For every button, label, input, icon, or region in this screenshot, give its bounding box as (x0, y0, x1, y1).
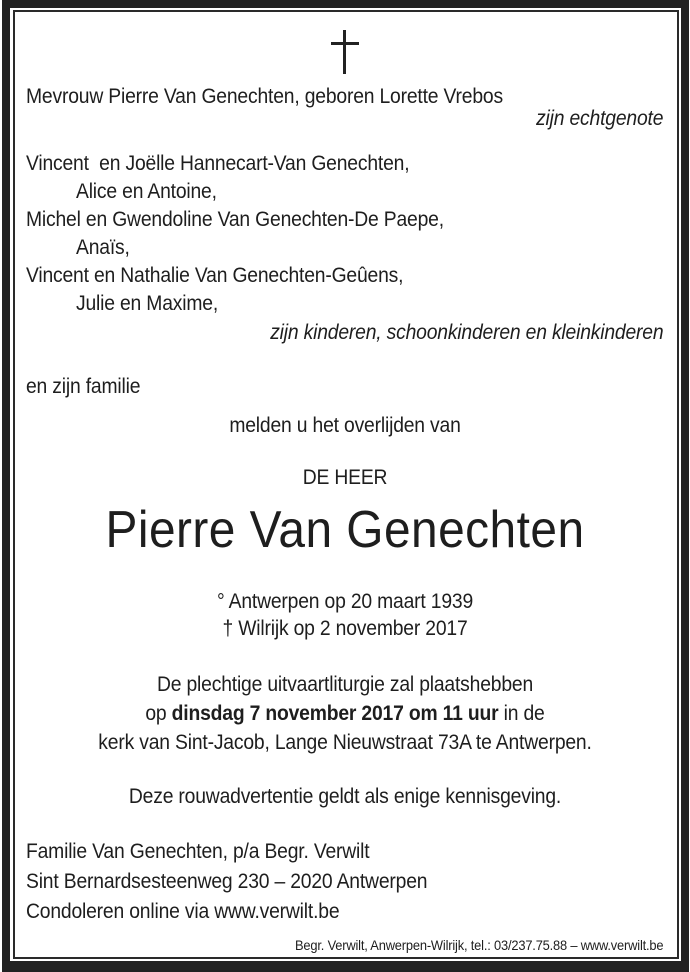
funeral-prefix: op (145, 702, 172, 725)
death-line: † Wilrijk op 2 november 2017 (222, 617, 468, 640)
contact-line-3: Condoleren online via www.verwilt.be (26, 900, 340, 923)
funeral-line-1: De plechtige uitvaartliturgie zal plaatshebben (156, 673, 534, 696)
contact-line-1: Familie Van Genechten, p/a Begr. Verwilt (26, 840, 370, 863)
spouse-name: Mevrouw Pierre Van Genechten, geboren Lorette Vrebos (26, 85, 503, 108)
funeral-date-time: dinsdag 7 november 2017 om 11 uur (171, 702, 499, 725)
child-line-2: Michel en Gwendoline Van Genechten-De Paepe, (26, 208, 444, 231)
announcement-line: melden u het overlijden van (229, 414, 461, 437)
children-relation: zijn kinderen, schoonkinderen en kleinkinderen (269, 321, 663, 344)
grandchildren-line-3: Julie en Maxime, (76, 292, 219, 315)
grandchildren-line-2: Anaïs, (76, 236, 130, 259)
child-line-3: Vincent en Nathalie Van Genechten-Geûens, (26, 264, 404, 287)
family-line: en zijn familie (26, 375, 141, 398)
grandchildren-line-1: Alice en Antoine, (76, 180, 217, 203)
funeral-suffix: in de (498, 702, 545, 725)
contact-line-2: Sint Bernardsesteenweg 230 – 2020 Antwerpen (26, 870, 428, 893)
footer-credits: Begr. Verwilt, Anwerpen-Wilrijk, tel.: 03/237.75.88 – www.verwilt.be (294, 937, 663, 953)
cross-icon (331, 30, 359, 74)
birth-line: ° Antwerpen op 20 maart 1939 (216, 590, 474, 613)
funeral-line-3: kerk van Sint-Jacob, Lange Nieuwstraat 73A te Antwerpen. (98, 731, 592, 754)
spouse-relation: zijn echtgenote (535, 107, 663, 130)
child-line-1: Vincent en Joëlle Hannecart-Van Genechten, (26, 152, 410, 175)
notice-line: Deze rouwadvertentie geldt als enige kennisgeving. (128, 785, 562, 808)
deceased-name: Pierre Van Genechten (105, 501, 585, 559)
title-de-heer: DE HEER (302, 466, 388, 489)
funeral-line-2 (28, 702, 663, 726)
